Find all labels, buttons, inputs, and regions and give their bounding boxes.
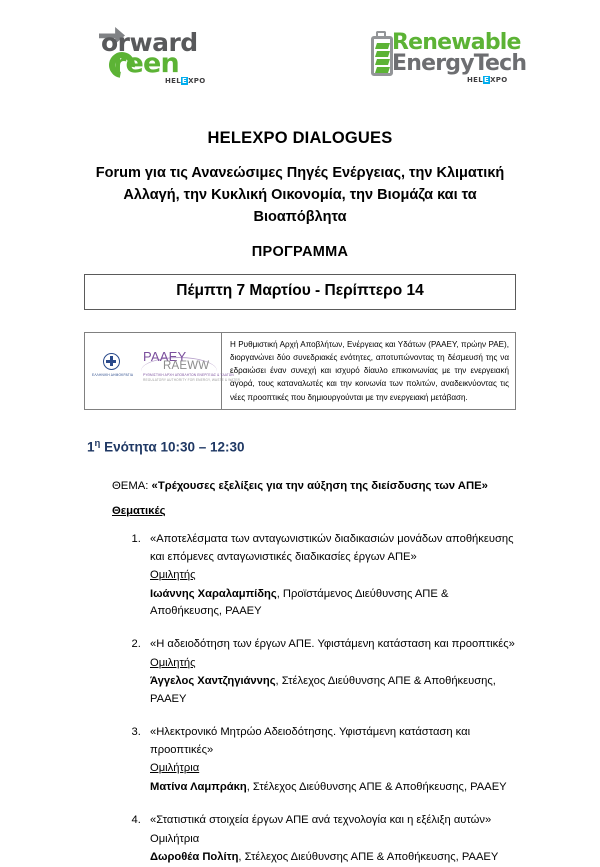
list-item (144, 636, 516, 708)
speaker-affiliation: , Στέλεχος Διεύθυνσης ΑΠΕ & Αποθήκευσης, ΡΑΑΕΥ (238, 851, 499, 864)
agenda-item-role: Ομιλητής (150, 569, 196, 582)
agenda-item-role: Ομιλητής (150, 656, 196, 669)
agenda-item-speaker (150, 779, 516, 796)
session-ordinal-suffix: η (94, 437, 101, 449)
raaey-tagline-en: REGULATORY AUTHORITY FOR ENERGY, WASTE & WATER (143, 378, 241, 383)
list-item (144, 531, 516, 620)
helexpo-prefix: HEL (165, 77, 182, 85)
battery-icon (371, 36, 393, 76)
agenda-item-role: Ομιλήτρια (150, 762, 200, 775)
session-theme (112, 480, 516, 492)
agenda-list (84, 531, 516, 867)
energytech-word: EnergyTech (392, 51, 527, 76)
session-time: 10:30 – 12:30 (160, 439, 245, 455)
agenda-item-speaker (150, 586, 516, 621)
agenda-item-role: Ομιλήτρια (150, 832, 200, 845)
session-ordinal: 1 (87, 439, 95, 455)
programme-label: ΠΡΟΓΡΑΜΜΑ (251, 244, 349, 261)
thematics-label: Θεματικές (112, 505, 166, 518)
renewable-energytech-logo (369, 30, 527, 92)
forward-green-helexpo-mark (165, 77, 206, 85)
renewable-helexpo-mark (467, 76, 508, 84)
hellenic-republic-emblem-icon (103, 353, 120, 370)
helexpo-suffix: XPO (490, 76, 508, 84)
helexpo-prefix: HEL (467, 76, 484, 84)
agenda-item-title: 3. «Ηλεκτρονικό Μητρώο Αδειοδότησης. Υφιστάμενη κατάσταση και προοπτικές» (150, 726, 471, 756)
agenda-item-title: 1. «Αποτελέσματα των ανταγωνιστικών διαδικασιών μονάδων αποθήκευσης και επόμενες ανταγωνιστικές διαδικασίες έργων ΑΠΕ» (150, 533, 514, 563)
agenda-item-title: 4. «Στατιστικά στοιχεία έργων ΑΠΕ ανά τεχνολογία και η εξέλιξη αυτών» (150, 814, 492, 827)
theme-value: «Τρέχουσες εξελίξεις για την αύξηση της διείσδυσης των ΑΠΕ» (151, 480, 488, 493)
raaey-name-gr: PAAEY (143, 349, 187, 365)
helexpo-accent: E (484, 76, 490, 84)
speaker-affiliation: , Προϊστάμενος Διεύθυνσης ΑΠΕ & Αποθήκευσης, ΡΑΑΕΥ (150, 587, 449, 618)
page-subtitle: Forum για τις Ανανεώσιμες Πηγές Ενέργειας, την Κλιματική Αλλαγή, την Κυκλική Οικονομία, την Βιομάζα και τα Βιοαπόβλητα (95, 165, 505, 226)
session-label: Ενότητα (104, 439, 157, 455)
forward-green-word-bottom: reen (113, 48, 179, 79)
page-title: HELEXPO DIALOGUES (207, 129, 393, 147)
authority-table (84, 332, 516, 410)
renewable-word: Renewable (392, 30, 521, 55)
list-item (144, 724, 516, 796)
logo-row (84, 0, 527, 92)
date-banner: Πέμπτη 7 Μαρτίου - Περίπτερο 14 (84, 274, 516, 310)
speaker-affiliation: , Στέλεχος Διεύθυνσης ΑΠΕ & Αποθήκευσης, ΡΑΑΕΥ (246, 780, 507, 793)
battery-bar (375, 59, 390, 65)
list-item (144, 812, 516, 866)
forward-green-logo (93, 30, 217, 92)
speaker-name: Ιωάννης Χαραλαμπίδης (150, 587, 277, 600)
authority-logo-cell (85, 333, 241, 409)
session-heading (87, 438, 516, 455)
agenda-item-speaker (150, 849, 516, 866)
battery-bar (375, 51, 390, 57)
hellenic-republic-caption: ΕΛΛΗΝΙΚΗ ΔΗΜΟΚΡΑΤΙΑ (92, 373, 134, 378)
raaey-name-en: RAEWW (163, 360, 210, 373)
speaker-affiliation: , Στέλεχος Διεύθυνσης ΑΠΕ & Αποθήκευσης, ΡΑΑΕΥ (150, 675, 496, 705)
theme-label: ΘΕΜΑ: (112, 480, 149, 493)
authority-description: Η Ρυθμιστική Αρχή Αποβλήτων, Ενέργειας και Υδάτων (ΡΑΑΕΥ, πρώην ΡΑΕ), διοργανώνει δύο συνεδριακές ενότητες, αποτυπώνοντας τη δέσμευσή της να εδραιώσει έναν συνεχή και ισχυρό δίαυλο επικοινωνίας με την ενεργειακή αγορά, τους καταναλωτές και την κοινωνία των πολιτών, αναδεικνύοντας τις νέες προοπτικές που δημιουργούνται με την ενεργειακή μετάβαση. (230, 340, 509, 402)
raaey-logo (91, 344, 241, 403)
speaker-name: Δωροθέα Πολίτη (150, 851, 239, 864)
helexpo-suffix: XPO (188, 77, 206, 85)
battery-bar (375, 43, 390, 49)
agenda-item-title: 2. «Η αδειοδότηση των έργων ΑΠΕ. Υφιστάμενη κατάσταση και προοπτικές» (150, 638, 515, 651)
forward-green-word-top: orward (101, 28, 198, 57)
speaker-name: Άγγελος Χαντζηγιάννης (150, 675, 276, 688)
helexpo-accent: E (182, 77, 188, 85)
agenda-item-speaker (150, 673, 516, 708)
speaker-name: Ματίνα Λαμπράκη (150, 780, 247, 793)
raaey-tagline-gr: ΡΥΘΜΙΣΤΙΚΗ ΑΡΧΗ ΑΠΟΒΛΗΤΩΝ ΕΝΕΡΓΕΙΑΣ & ΥΔΑΤΩΝ (143, 373, 234, 378)
battery-bar (375, 67, 390, 73)
